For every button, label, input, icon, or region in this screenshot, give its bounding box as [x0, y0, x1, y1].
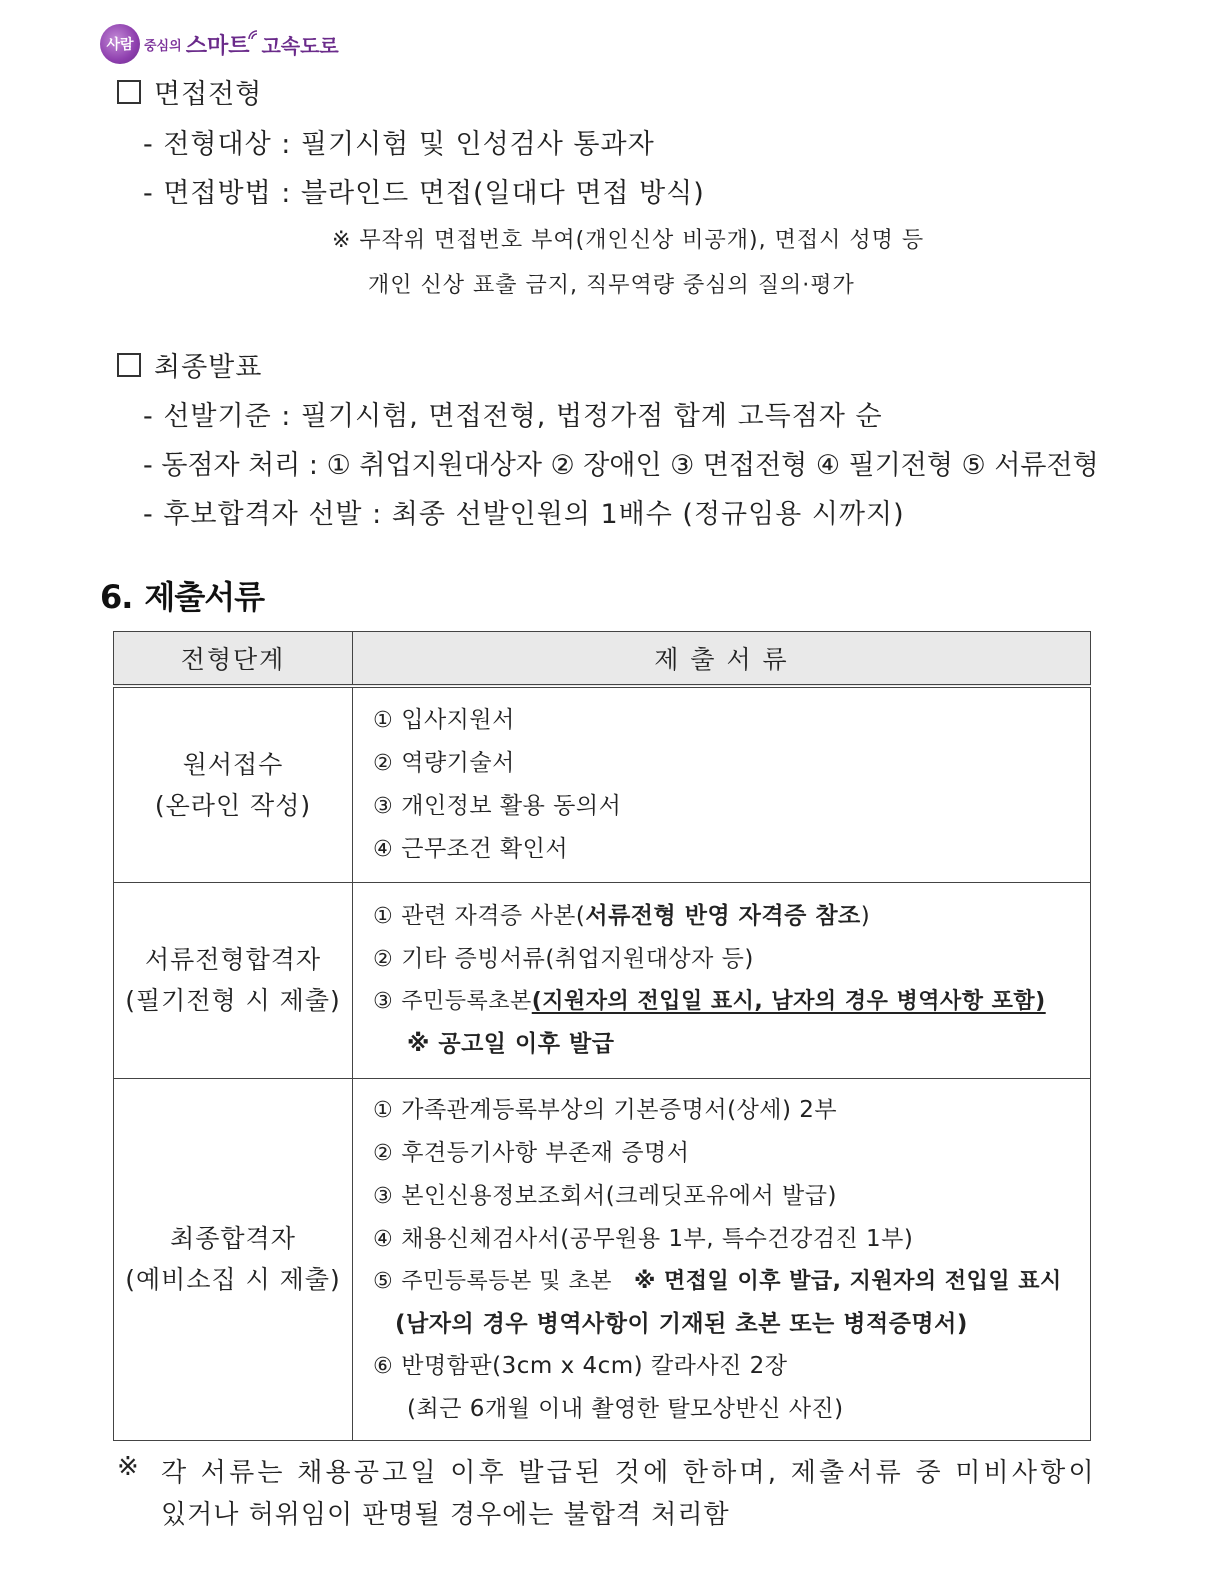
table-row: [114, 1078, 1091, 1440]
footer-note-mark: ※: [117, 1452, 140, 1482]
final-criteria: - 선발기준 : 필기시험, 면접전형, 법정가점 합계 고득점자 순: [143, 401, 883, 432]
logo-main-text: 스마트: [185, 33, 250, 59]
documents-cell: [353, 882, 1091, 1078]
documents-table: [113, 631, 1091, 1441]
list-item-continuation: (남자의 경우 병역사항이 기재된 초본 또는 병적증명서): [395, 1310, 968, 1337]
list-item: ③ 개인정보 활용 동의서: [373, 792, 622, 819]
stage-name: 서류전형합격자: [144, 945, 322, 974]
documents-cell: [353, 686, 1091, 882]
logo-road-text: 고속도로: [261, 33, 339, 58]
list-item: ① 가족관계등록부상의 기본증명서(상세) 2부: [373, 1096, 838, 1123]
final-reserve: - 후보합격자 선발 : 최종 선발인원의 1배수 (정규임용 시까지): [143, 499, 905, 530]
stage-note: (온라인 작성): [154, 790, 312, 820]
list-item: ① 입사지원서: [373, 706, 515, 733]
final-tie-break: - 동점자 처리 : ① 취업지원대상자 ② 장애인 ③ 면접전형 ④ 필기전형 ⑤ 서류전형: [143, 450, 1099, 481]
logo-small-text: 중심의: [144, 38, 182, 54]
footer-note-line2: 있거나 허위임이 판명될 경우에는 불합격 처리함: [161, 1500, 730, 1530]
documents-cell: [353, 1078, 1091, 1440]
footer-note-line1: 각 서류는 채용공고일 이후 발급된 것에 한하며, 제출서류 중 미비사항이: [161, 1458, 1097, 1488]
logo-badge: 사람: [100, 24, 140, 64]
list-item: ② 기타 증빙서류(취업지원대상자 등): [373, 946, 754, 972]
stage-cell: [114, 882, 353, 1078]
interview-note-line1: ※ 무작위 면접번호 부여(개인신상 비공개), 면접시 성명 등: [332, 228, 925, 253]
list-item: ② 후견등기사항 부존재 증명서: [373, 1139, 690, 1166]
stage-note: (필기전형 시 제출): [125, 986, 341, 1015]
header-logo: [100, 22, 339, 66]
section-title: 제출서류: [144, 578, 265, 616]
stage-name: 원서접수: [182, 749, 284, 779]
wifi-icon: [247, 29, 259, 41]
stage-cell: [114, 1078, 353, 1440]
checkbox-square-icon: [117, 353, 141, 377]
table-row: [114, 882, 1091, 1078]
interview-note-line2: 개인 신상 표출 금지, 직무역량 중심의 질의·평가: [368, 273, 855, 298]
list-item: ④ 채용신체검사서(공무원용 1부, 특수건강검진 1부): [373, 1225, 914, 1252]
list-item: ② 역량기술서: [373, 749, 515, 776]
final-title: 최종발표: [154, 352, 263, 383]
checkbox-square-icon: [117, 80, 141, 104]
list-item: ① 관련 자격증 사본(서류전형 반영 자격증 참조): [373, 903, 871, 929]
interview-method: - 면접방법 : 블라인드 면접(일대다 면접 방식): [143, 178, 705, 209]
stage-cell: [114, 686, 353, 882]
list-item: ③ 본인신용정보조회서(크레딧포유에서 발급): [373, 1182, 837, 1209]
stage-note: (예비소집 시 제출): [125, 1265, 341, 1294]
header-stage: 전형단계: [114, 632, 353, 687]
list-item: ③ 주민등록초본(지원자의 전입일 표시, 남자의 경우 병역사항 포함): [373, 989, 1046, 1014]
table-header-row: [114, 632, 1091, 687]
interview-target: - 전형대상 : 필기시험 및 인성검사 통과자: [143, 129, 655, 160]
section-heading: [100, 572, 264, 618]
list-item: ④ 근무조건 확인서: [373, 835, 569, 862]
section-number: 6.: [100, 578, 133, 616]
list-item: ⑤ 주민등록등본 및 초본 ※ 면접일 이후 발급, 지원자의 전입일 표시: [373, 1268, 1062, 1294]
stage-name: 최종합격자: [170, 1224, 296, 1253]
list-item-continuation: (최근 6개월 이내 촬영한 탈모상반신 사진): [407, 1395, 844, 1422]
list-item-note: ※ 공고일 이후 발급: [407, 1031, 615, 1057]
header-documents: 제 출 서 류: [353, 632, 1091, 687]
table-row: [114, 686, 1091, 882]
list-item: ⑥ 반명함판(3cm x 4cm) 칼라사진 2장: [373, 1352, 788, 1379]
interview-title: 면접전형: [154, 79, 263, 110]
